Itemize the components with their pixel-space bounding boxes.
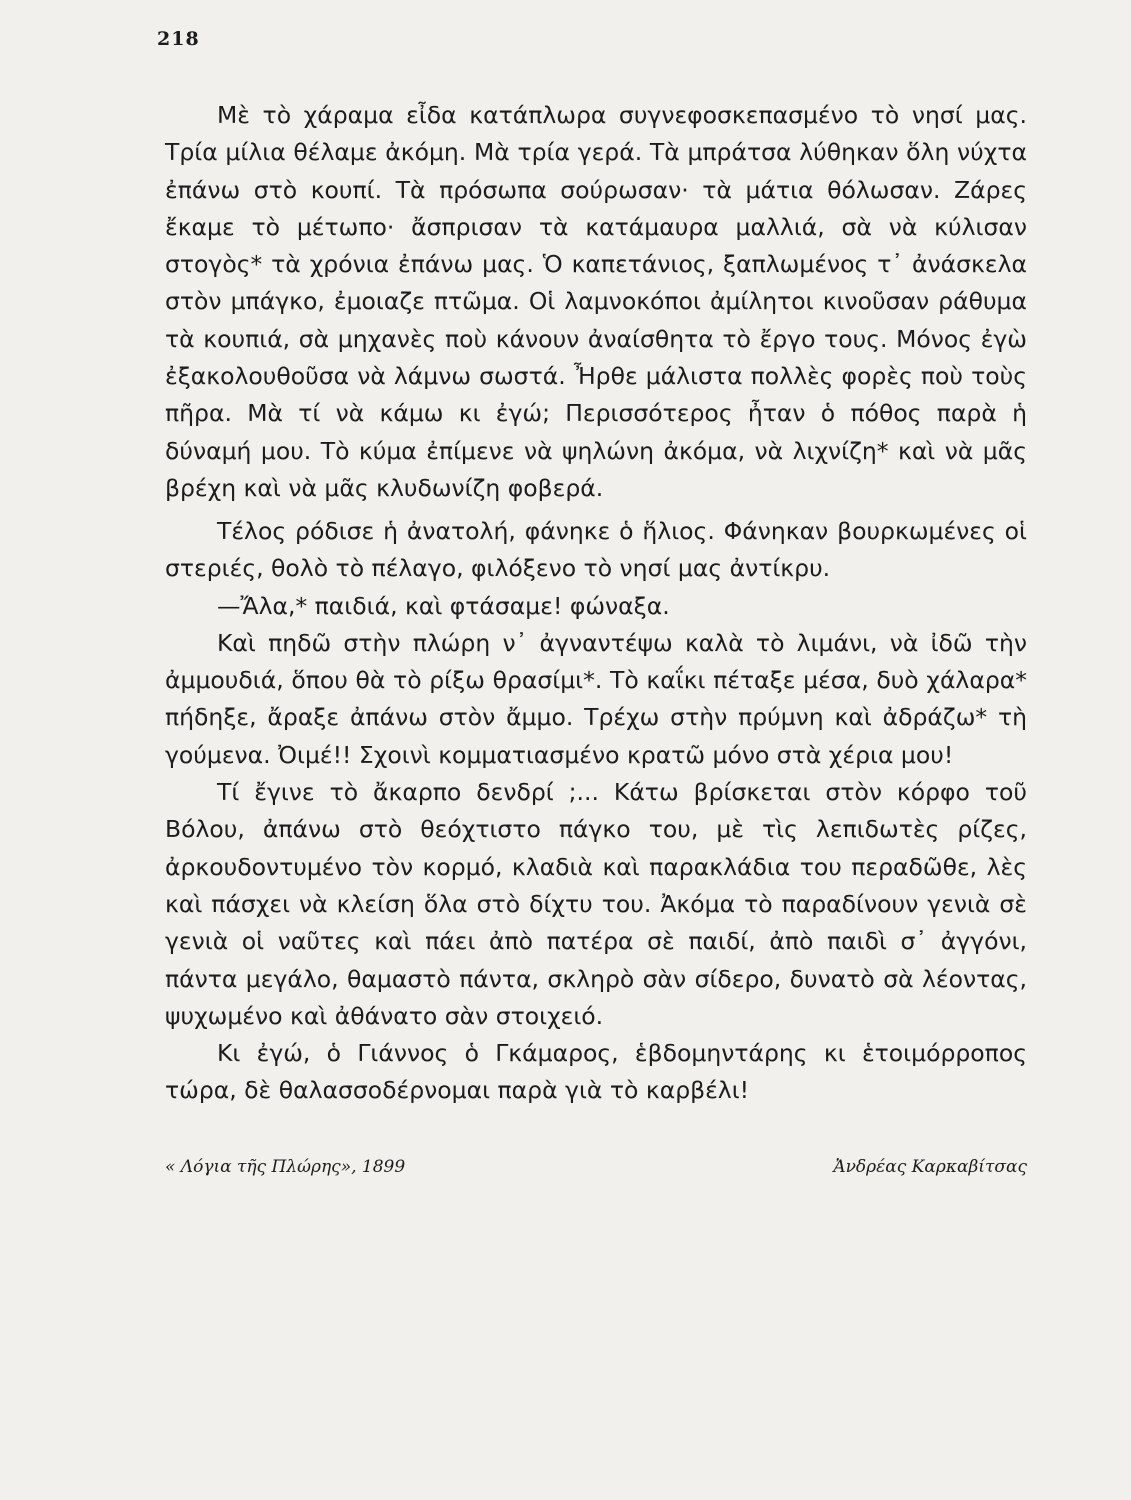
paragraph-4: Τί ἔγινε τὸ ἄκαρπο δενδρί ;... Κάτω βρίσκεται στὸν κόρφο τοῦ Βόλου, ἀπάνω στὸ θεόχτιστο πάγκο του, μὲ τὶς λεπιδωτὲς ρίζες, ἀρκουδοντυμένο τὸν κορμό, κλαδιὰ καὶ παρακλάδια του περαδῶθε, λὲς καὶ πάσχει νὰ κλείση ὅλα στὸ δίχτυ του. Ἀκόμα τὸ παραδίνουν γενιὰ σὲ γενιὰ οἱ ναῦτες καὶ πάει ἀπὸ πατέρα σὲ παιδί, ἀπὸ παιδὶ σ᾿ ἀγγόνι, πάντα μεγάλο, θαμαστὸ πάντα, σκληρὸ σὰν σίδερο, δυνατὸ σὰ λέοντας, ψυχωμένο καὶ ἀθάνατο σὰν στοιχειό. — [165, 778, 1027, 1030]
body-text-section-2 — [165, 513, 1027, 1110]
body-text-section-1 — [165, 97, 1027, 507]
paragraph-3: Καὶ πηδῶ στὴν πλώρη ν᾿ ἀγναντέψω καλὰ τὸ λιμάνι, νὰ ἰδῶ τὴν ἀμμουδιά, ὅπου θὰ τὸ ρίξω θρασίμι*. Τὸ καΐκι πέταξε μέσα, δυὸ χάλαρα* πήδηξε, ἄραξε ἀπάνω στὸν ἄμμο. Τρέχω στὴν πρύμνη καὶ ἀδράζω* τὴ γούμενα. Ὀιμέ!! Σχοινὶ κομματιασμένο κρατῶ μόνο στὰ χέρια μου! — [165, 628, 1027, 769]
paragraph-5: Κι ἐγώ, ὁ Γιάννος ὁ Γκάμαρος, ἑβδομηντάρης κι ἑτοιμόρροπος τώρα, δὲ θαλασσοδέρνομαι παρὰ γιὰ τὸ καρβέλι! — [165, 1039, 1027, 1105]
paragraph-1: Μὲ τὸ χάραμα εἶδα κατάπλωρα συγνεφοσκεπασμένο τὸ νησί μας. Τρία μίλια θέλαμε ἀκόμη. Μὰ τρία γερά. Τὰ μπράτσα λύθηκαν ὅλη νύχτα ἐπάνω στὸ κουπί. Τὰ πρόσωπα σούρωσαν· τὰ μάτια θόλωσαν. Ζάρες ἔκαμε τὸ μέτωπο· ἄσπρισαν τὰ κατάμαυρα μαλλιά, σὰ νὰ κύλισαν στογὸς* τὰ χρόνια ἐπάνω μας. Ὁ καπετάνιος, ξαπλωμένος τ᾿ ἀνάσκελα στὸν μπάγκο, ἐμοιαζε πτῶμα. Οἱ λαμνοκόποι ἀμίλητοι κινοῦσαν ράθυμα τὰ κουπιά, σὰ μηχανὲς ποὺ κάνουν ἀναίσθητα τὸ ἔργο τους. Μόνος ἐγὼ ἐξακολουθοῦσα νὰ λάμνω σωστά. Ἦρθε μάλιστα πολλὲς φορὲς ποὺ τοὺς πῆρα. Μὰ τί νὰ κάμω κι ἐγώ; Περισσότερος ἦταν ὁ πόθος παρὰ ἡ δύναμή μου. Τὸ κύμα ἐπίμενε νὰ ψηλώνη ἀκόμα, νὰ λιχνίζη* καὶ νὰ μᾶς βρέχη καὶ νὰ μᾶς κλυδωνίζη φοβερά. — [165, 101, 1027, 502]
citation-author: Ἀνδρέας Καρκαβίτσας — [833, 1157, 1027, 1177]
paragraph-dialogue: —Ἄλα,* παιδιά, καὶ φτάσαμε! φώναξα. — [217, 591, 670, 620]
citation-source: « Λόγια τῆς Πλώρης», 1899 — [165, 1157, 406, 1177]
page-number: 218 — [157, 28, 200, 50]
paragraph-2: Τέλος ρόδισε ἡ ἀνατολή, φάνηκε ὁ ἥλιος. Φάνηκαν βουρκωμένες οἱ στεριές, θολὸ τὸ πέλαγο, φιλόξενο τὸ νησί μας ἀντίκρυ. — [165, 517, 1027, 583]
